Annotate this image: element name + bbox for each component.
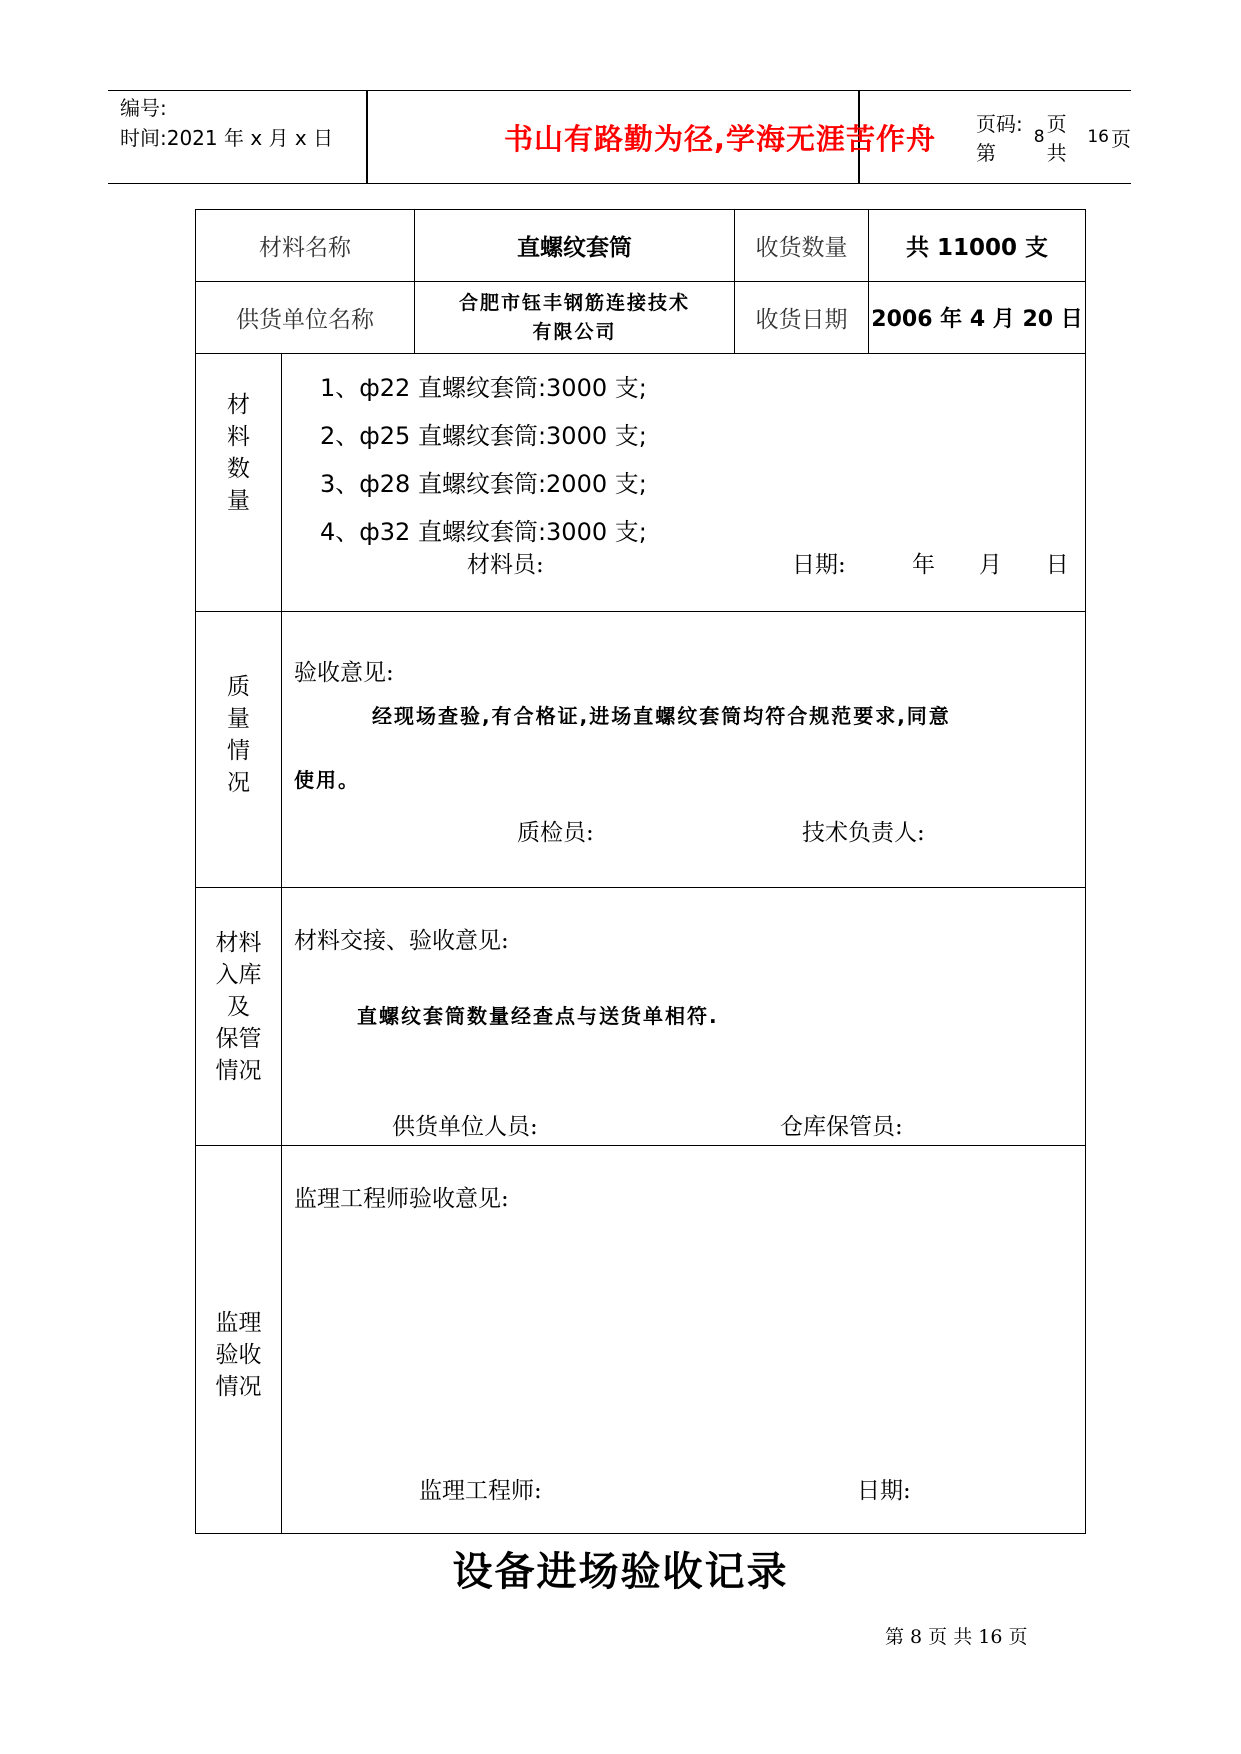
- qty-item: 3、ф28 直螺纹套筒:2000 支;: [320, 470, 647, 498]
- time-label: 时间:2021 年 x 月 x 日: [120, 126, 334, 150]
- handover-text: 直螺纹套筒数量经查点与送货单相符.: [357, 1004, 719, 1028]
- supervision-label-line: 监理: [215, 1309, 262, 1336]
- supervision-label-line: 验收: [215, 1341, 262, 1368]
- receive-qty-label: 收货数量: [735, 210, 869, 282]
- page-current: 8: [1033, 127, 1045, 147]
- number-label: 编号:: [120, 96, 167, 120]
- supervision-section-content: [282, 1146, 1086, 1534]
- storage-section-label: [196, 888, 282, 1146]
- warehouse-keeper-label: 仓库保管员:: [780, 1114, 903, 1140]
- date-label: 日期:: [792, 552, 846, 578]
- material-name-label: 材料名称: [196, 210, 415, 282]
- document-title: 设备进场验收记录: [452, 1549, 789, 1595]
- supplier-label: 供货单位名称: [196, 282, 415, 354]
- supervisor-label: 监理工程师:: [419, 1478, 542, 1504]
- acceptance-opinion-label: 验收意见:: [294, 660, 394, 686]
- page-header: [108, 90, 1131, 184]
- supplier-value-line: 有限公司: [532, 320, 617, 343]
- supplier-value: [415, 282, 735, 354]
- supervision-section-label: [196, 1146, 282, 1534]
- storage-label-line: 保管: [215, 1025, 262, 1052]
- material-clerk-label: 材料员:: [467, 552, 544, 578]
- acceptance-form: [195, 209, 1086, 1534]
- acceptance-opinion-text: 经现场查验,有合格证,进场直螺纹套筒均符合规范要求,同意: [372, 704, 951, 728]
- supervisor-date-label: 日期:: [857, 1478, 911, 1504]
- receive-date-label: 收货日期: [735, 282, 869, 354]
- supplier-person-label: 供货单位人员:: [392, 1114, 538, 1140]
- page-prefix: 页码:第: [976, 112, 1023, 165]
- handover-label: 材料交接、验收意见:: [294, 928, 509, 954]
- quality-section-label-text: 质量情况: [227, 673, 250, 796]
- qty-item: 2、ф25 直螺纹套筒:3000 支;: [320, 422, 647, 450]
- quality-section-label: [196, 612, 282, 888]
- supervisor-opinion-label: 监理工程师验收意见:: [294, 1186, 509, 1212]
- qty-section-label-text: 材料数量: [227, 391, 250, 514]
- receive-qty-value: 共 11000 支: [869, 210, 1086, 282]
- qty-item: 1、ф22 直螺纹套筒:3000 支;: [320, 374, 647, 402]
- page-total: 16: [1087, 127, 1109, 147]
- header-meta: [120, 93, 333, 153]
- storage-label-line: 情况: [215, 1057, 262, 1084]
- header-motto: 书山有路勤为径,学海无涯苦作舟: [503, 121, 937, 156]
- storage-label-line: 入库: [215, 961, 262, 988]
- quality-section-content: [282, 612, 1086, 888]
- page-footer: 第 8 页 共 16 页: [885, 1626, 1028, 1648]
- page-suffix: 页: [1111, 126, 1131, 151]
- date-blank: 年 月 日: [912, 552, 1069, 578]
- qty-section-label: [196, 354, 282, 612]
- page-mid: 页 共: [1046, 112, 1067, 165]
- inspector-label: 质检员:: [517, 820, 594, 846]
- storage-label-line: 及: [227, 993, 250, 1020]
- supervision-label-line: 情况: [215, 1373, 262, 1400]
- header-page-indicator: [976, 91, 1131, 183]
- storage-label-line: 材料: [215, 929, 262, 956]
- receive-date-value: 2006 年 4 月 20 日: [869, 282, 1086, 354]
- qty-section-content: [282, 354, 1086, 612]
- header-divider: [366, 91, 368, 183]
- supplier-value-line: 合肥市钰丰钢筋连接技术: [458, 291, 690, 314]
- material-name-value: 直螺纹套筒: [415, 210, 735, 282]
- storage-section-content: [282, 888, 1086, 1146]
- qty-item: 4、ф32 直螺纹套筒:3000 支;: [320, 518, 647, 546]
- tech-lead-label: 技术负责人:: [802, 820, 925, 846]
- acceptance-opinion-text: 使用。: [294, 768, 360, 792]
